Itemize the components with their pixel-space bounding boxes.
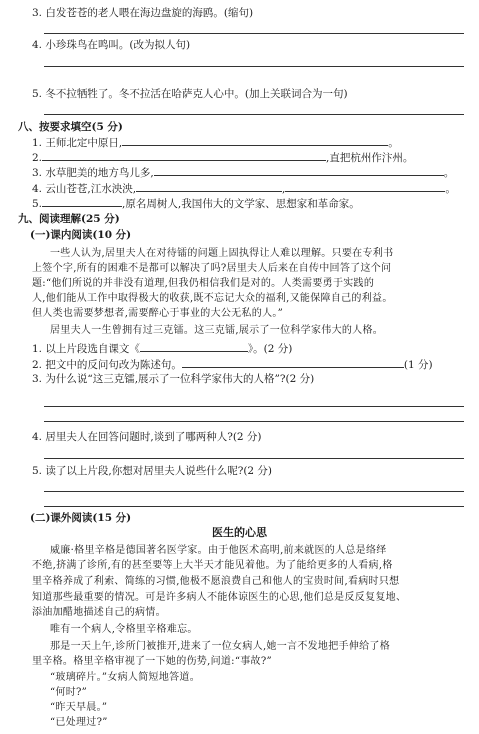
subsection-2-title: (二)课外阅读(15 分) bbox=[30, 512, 132, 524]
fill-3-end: 。 bbox=[443, 167, 455, 179]
dialog-line-3: “昨天早晨。” bbox=[50, 702, 108, 713]
article-line-1: 威廉·格里辛格是德国著名医学家。由于他医术高明,前来就医的人总是络绎 bbox=[50, 545, 387, 556]
article-line-5: 添油加醋地描述自己的病情。 bbox=[32, 607, 166, 618]
fill-3-blank[interactable] bbox=[154, 165, 444, 176]
fill-5-text: ,原名周树人,我国伟大的文学家、思想家和革命家。 bbox=[122, 198, 360, 210]
fill-2-blank[interactable] bbox=[42, 150, 326, 161]
fill-4-text: 4. 云山苍苍,江水泱泱, bbox=[32, 183, 137, 195]
q9-1 bbox=[32, 341, 292, 356]
answer-line-7-4[interactable] bbox=[44, 66, 464, 67]
fill-3 bbox=[32, 165, 454, 180]
article-line-2: 不绝,挤满了诊所,有的甚至要等上大半天才能见着他。为了能给更多的人看病,格 bbox=[32, 560, 393, 571]
answer-line-7-3[interactable] bbox=[44, 33, 464, 34]
q9-3-text: 3. 为什么说“这三克镭,展示了一位科学家伟大的人格”?(2 分) bbox=[32, 373, 315, 385]
fill-2-end: ,直把杭州作汴州。 bbox=[326, 152, 414, 164]
q9-4-text: 4. 居里夫人在回答问题时,谈到了哪两种人?(2 分) bbox=[32, 431, 262, 443]
q9-2-text-a: 2. 把文中的反问句改为陈述句。 bbox=[32, 359, 182, 371]
fill-1-end: 。 bbox=[388, 137, 399, 149]
passage1-line-1: 一些人认为,居里夫人在对待镭的问题上固执得让人难以理解。只要在专利书 bbox=[50, 248, 394, 259]
fill-4-blank-a[interactable] bbox=[136, 181, 282, 192]
answer-line-9-3b[interactable] bbox=[44, 421, 464, 422]
q9-2 bbox=[32, 357, 433, 372]
passage1-line-5: 但人类也需要梦想者,需要醉心于事业的大公无私的人。” bbox=[32, 308, 284, 319]
fill-5 bbox=[32, 196, 360, 211]
q9-5-text: 5. 读了以上片段,你想对居里夫人说些什么呢?(2 分) bbox=[32, 465, 273, 477]
q9-1-text-b: 》。(2 分) bbox=[247, 343, 293, 355]
q9-1-text-a: 1. 以上片段选自课文《 bbox=[32, 343, 140, 355]
passage1-line-2: 上签个字,所有的困难不是都可以解决了吗?居里夫人后来在自传中回答了这个问 bbox=[32, 263, 392, 274]
dialog-line-4: “已处理过?” bbox=[50, 717, 108, 728]
q9-2-text-b: (1 分) bbox=[403, 359, 433, 371]
q7-3-text: 3. 白发苍苍的老人喂在海边盘旋的海鸥。(缩句) bbox=[32, 7, 254, 19]
fill-4-end: 。 bbox=[445, 183, 456, 195]
answer-line-7-5[interactable] bbox=[44, 114, 464, 115]
passage1-line-3: 题:“他们所说的并非没有道理,但我仍相信我们是对的。人类需要勇于实践的 bbox=[32, 278, 375, 289]
subsection-1-title: (一)课内阅读(10 分) bbox=[30, 229, 132, 241]
answer-line-9-4[interactable] bbox=[44, 458, 464, 459]
passage1-line-6: 居里夫人一生曾拥有过三克镭。这三克镭,展示了一位科学家伟大的人格。 bbox=[50, 325, 384, 336]
passage1-line-4: 人,他们能从工作中取得极大的收获,既不忘记大众的福利,又能保障自己的利益。 bbox=[32, 293, 393, 304]
section-9-title: 九、阅读理解(25 分) bbox=[18, 213, 120, 225]
article-line-6: 唯有一个病人,令格里辛格难忘。 bbox=[50, 624, 198, 635]
dialog-line-1: “玻璃碎片。”女病人简短地答道。 bbox=[50, 672, 201, 683]
fill-2-num: 2. bbox=[32, 152, 43, 164]
q7-4-text: 4. 小珍珠鸟在鸣叫。(改为拟人句) bbox=[32, 39, 191, 51]
fill-1-blank[interactable] bbox=[122, 135, 388, 146]
fill-4 bbox=[32, 181, 456, 196]
dialog-line-2: “何时?” bbox=[50, 687, 88, 698]
fill-1-text: 1. 王师北定中原日, bbox=[32, 137, 123, 149]
q9-2-blank[interactable] bbox=[182, 357, 404, 368]
answer-line-9-5a[interactable] bbox=[44, 491, 464, 492]
answer-line-9-3a[interactable] bbox=[44, 406, 464, 407]
fill-4-mid: , bbox=[282, 183, 286, 195]
article-line-4: 知道那些最重要的情况。可是许多病人不能体谅医生的心思,他们总是反反复复地、 bbox=[32, 592, 407, 603]
article-title: 医生的心思 bbox=[212, 526, 267, 539]
article-line-7: 那是一天上午,诊所门被推开,进来了一位女病人,她一言不发地把手伸给了格 bbox=[50, 641, 391, 652]
section-8-title: 八、按要求填空(5 分) bbox=[18, 121, 123, 133]
fill-5-num: 5. bbox=[32, 198, 43, 210]
fill-5-blank[interactable] bbox=[42, 196, 122, 207]
fill-1 bbox=[32, 135, 399, 150]
fill-4-blank-b[interactable] bbox=[285, 181, 445, 192]
fill-3-text: 3. 水草肥美的地方鸟儿多, bbox=[32, 167, 154, 179]
q7-5-text: 5. 冬不拉牺牲了。冬不拉活在哈萨克人心中。(加上关联词合为一句) bbox=[32, 88, 348, 100]
article-line-8: 里辛格。格里辛格审视了一下她的伤势,问道:“事故?” bbox=[32, 656, 272, 667]
fill-2 bbox=[32, 150, 413, 165]
answer-line-9-5b[interactable] bbox=[44, 506, 464, 507]
article-line-3: 里辛格养成了利索、简练的习惯,他极不愿浪费自己和他人的宝贵时间,看病时只想 bbox=[32, 576, 400, 587]
q9-1-blank[interactable] bbox=[140, 341, 248, 352]
